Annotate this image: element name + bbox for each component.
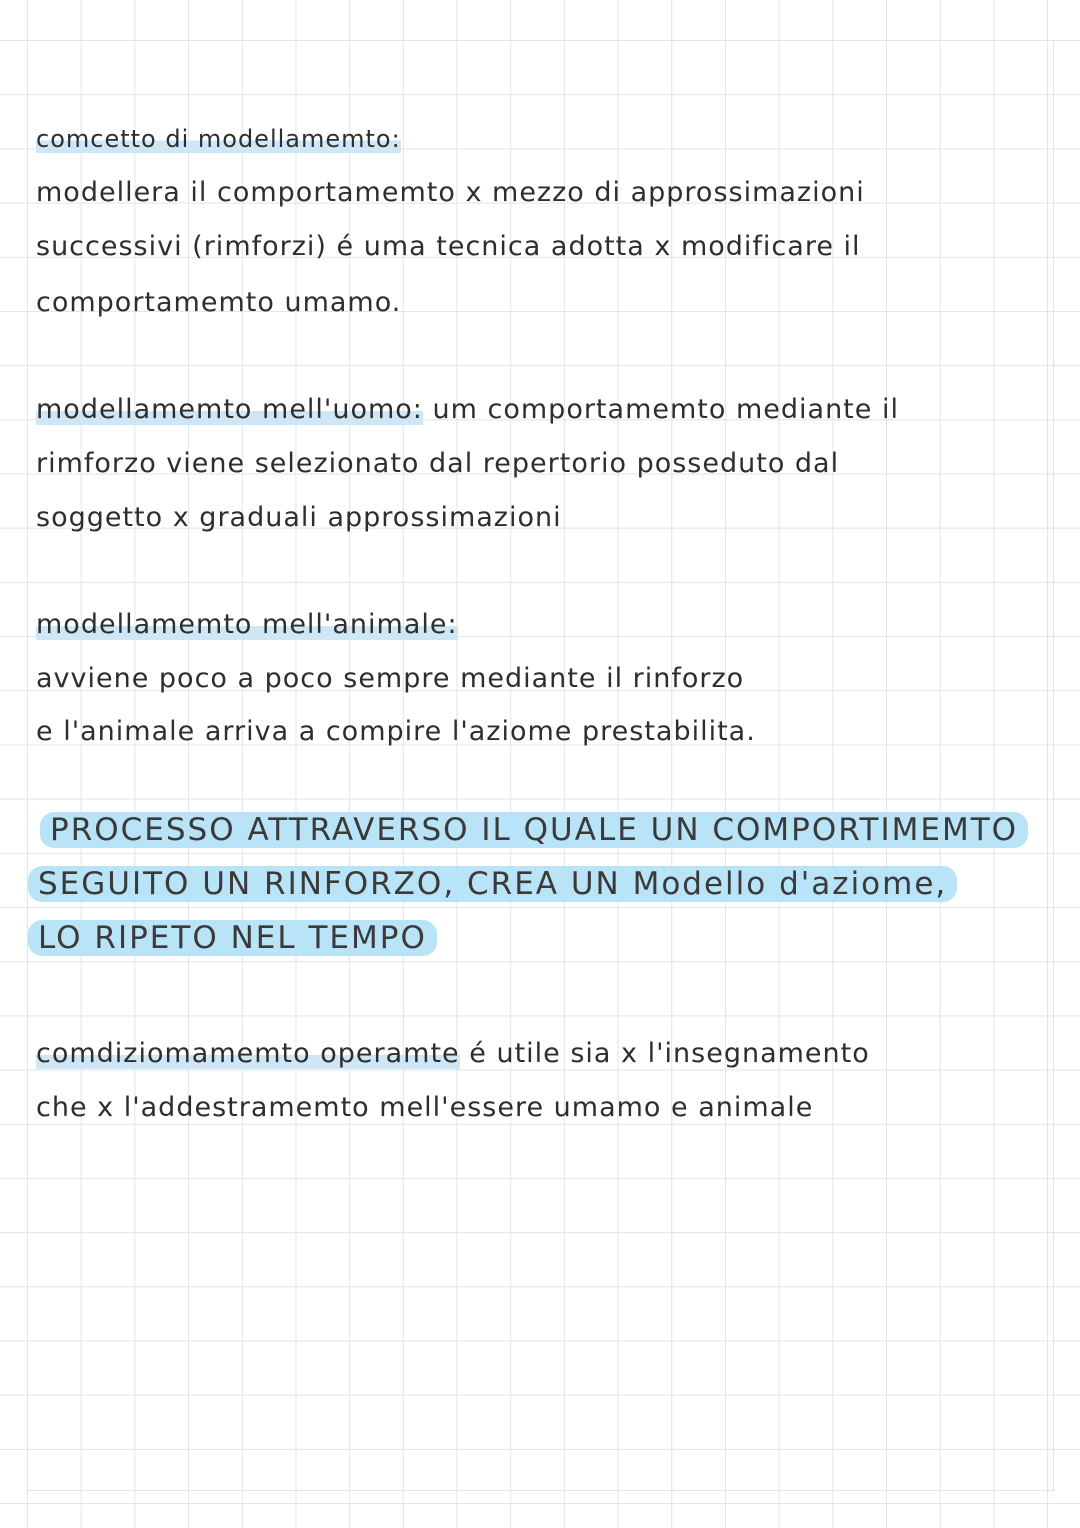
section-title-concetto: comcetto di modellamemto: [36,125,401,153]
section-row-condizionamento [36,1038,870,1069]
text-line: soggetto x graduali approssimazioni [36,502,562,533]
text-line: successivi (rimforzi) é uma tecnica adotta x modificare il [36,231,861,262]
section-title-animale: modellamemto mell'animale: [36,609,458,640]
highlight-line: PROCESSO ATTRAVERSO IL QUALE UN COMPORTIMEMTO [40,812,1028,848]
text-line: modellera il comportamemto x mezzo di approssimazioni [36,177,865,208]
highlight-line: LO RIPETO NEL TEMPO [28,920,437,956]
text-line: che x l'addestramemto mell'essere umamo e animale [36,1092,814,1123]
highlight-line: SEGUITO UN RINFORZO, CREA UN Modello d'aziome, [28,866,957,902]
text-line: e l'animale arriva a compire l'aziome prestabilita. [36,716,756,747]
text-line: um comportamemto mediante il [432,394,899,425]
text-line: é utile sia x l'insegnamento [469,1038,870,1069]
section-row-uomo [36,394,899,425]
text-line: avviene poco a poco sempre mediante il rinforzo [36,663,745,694]
section-title-uomo: modellamemto mell'uomo: [36,394,423,425]
text-line: comportamemto umamo. [36,287,402,318]
section-title-condizionamento: comdiziomamemto operamte [36,1038,460,1069]
text-line: rimforzo viene selezionato dal repertorio posseduto dal [36,448,840,479]
